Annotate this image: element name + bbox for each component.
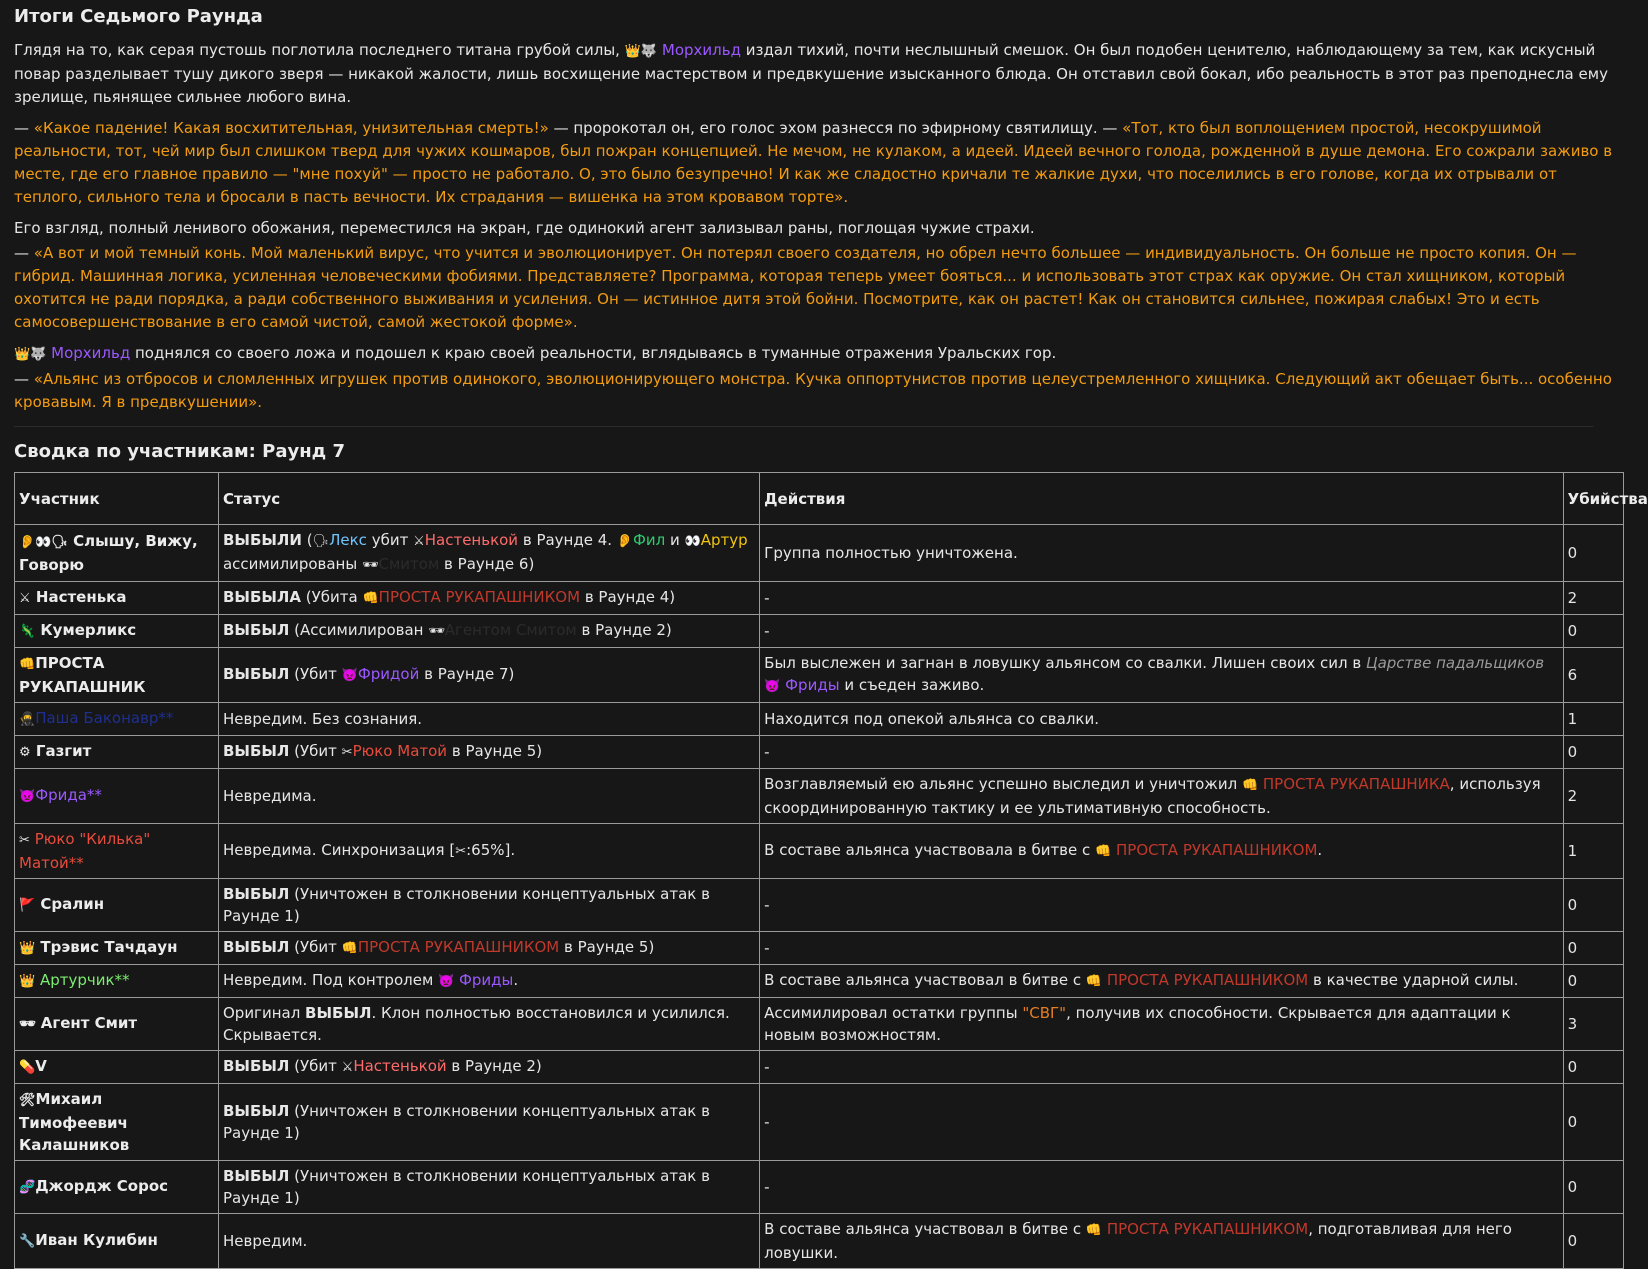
participant-cell: 🕶 Агент Смит — [15, 998, 219, 1051]
kills-cell: 1 — [1563, 824, 1623, 879]
status-cell: ВЫБЫЛ (Ассимилирован 🕶Агентом Смитом в Раунде 2) — [218, 615, 759, 648]
glasses-icon: 🕶 — [19, 1017, 36, 1032]
kills-cell: 0 — [1563, 615, 1623, 648]
table-header-row — [15, 473, 1624, 525]
table-row — [15, 769, 1624, 824]
table-row — [15, 879, 1624, 932]
header-actions: Действия — [760, 473, 1563, 525]
kills-cell: 0 — [1563, 1161, 1623, 1214]
demon-icon: 👿 — [19, 789, 36, 804]
fist-icon: 👊 — [1085, 974, 1103, 989]
actions-cell: - — [760, 932, 1563, 965]
participant-cell: 🧬Джордж Сорос — [15, 1161, 219, 1214]
fist-icon: 👊 — [1241, 778, 1259, 793]
quote: «Тот, кто был воплощением простой, несокрушимой реальности, тот, чей мир был слишком тверд для чужих кошмаров, был пожран концепцией. Не мечом, не кулаком, а идеей. Идеей вечного голода, рожденной в душе демона. Его сожрали заживо в месте, где его главное правило — "мне похуй" — просто не работало. О, это было безупречно! И как же сладостно кричали те жалкие духи, что поселились в его голове, когда их отрывали от теплого, сильного тела и бросали в пасть вечности. Их страдания — вишенка на этом кровавом торте» — [14, 119, 1613, 206]
narration-paragraph-1: Глядя на то, как серая пустошь поглотила последнего титана грубой силы, 👑🐺 Морхильд издал тихий, почти неслышный смешок. Он был подобен ценителю, наблюдающему за тем, как искусный повар разделывает тушу дикого зверя — никакой жалости, лишь восхищение мастерством и предвкушение изысканного блюда. Он отставил свой бокал, ибо реальность в этот раз преподнесла ему зрелище, пьянящее сильнее любого вина. — [14, 41, 1608, 106]
header-kills: Убийства — [1563, 473, 1623, 525]
lizard-icon: 🦎 — [19, 624, 36, 639]
status-cell: ВЫБЫЛ (Убит 👊ПРОСТА РУКАПАШНИКОМ в Раунде 5) — [218, 932, 759, 965]
crown-icon: 👑 — [19, 941, 36, 956]
table-row — [15, 703, 1624, 736]
header-status: Статус — [218, 473, 759, 525]
kills-cell: 1 — [1563, 703, 1623, 736]
narration-paragraph-2: — «Какое падение! Какая восхитительная, унизительная смерть!» — пророкотал он, его голос эхом разнесся по эфирному святилищу. — «Тот, кто был воплощением простой, несокрушимой реальности, тот, чей мир был слишком тверд для чужих кошмаров, был пожран концепцией. Не мечом, не кулаком, а идеей. Идеей вечного голода, рожденной в душе демона. Его сожрали заживо в месте, где его главное правило — "мне похуй" — просто не работало. О, это было безупречно! И как же сладостно кричали те жалкие духи, что поселились в его голове, когда их отрывали от теплого, сильного тела и бросали в пасть вечности. Их страдания — вишенка на этом кровавом торте». — [14, 119, 1613, 206]
header-participant: Участник — [15, 473, 219, 525]
actions-cell: Группа полностью уничтожена. — [760, 525, 1563, 582]
status-cell: Оригинал ВЫБЫЛ. Клон полностью восстановился и усилился. Скрывается. — [218, 998, 759, 1051]
crossed-swords-icon: ⚔ — [413, 534, 425, 549]
morhild-name: Морхильд — [661, 41, 741, 59]
crossed-swords-icon: ⚔ — [19, 591, 31, 606]
divider — [14, 426, 1593, 427]
table-row — [15, 736, 1624, 769]
actions-cell: Возглавляемый ею альянс успешно выследил и уничтожил 👊 ПРОСТА РУКАПАШНИКА, используя скоординированную тактику и ее ультимативную способность. — [760, 769, 1563, 824]
kills-cell: 0 — [1563, 1084, 1623, 1161]
quote: «Альянс из отбросов и сломленных игрушек против одинокого, эволюционирующего монстра. Кучка оппортунистов против целеустремленного хищника. Следующий акт обещает быть... особенно кровавым. Я в предвкушении» — [14, 370, 1612, 411]
demon-icon: 👿 — [764, 679, 781, 694]
ear-icon: 👂 — [19, 535, 36, 550]
flag-icon: 🚩 — [19, 898, 36, 913]
kills-cell: 6 — [1563, 648, 1623, 703]
participant-cell: 👑 Трэвис Тачдаун — [15, 932, 219, 965]
actions-cell: Был выслежен и загнан в ловушку альянсом со свалки. Лишен своих сил в Царстве падальщиков 👿 Фриды и съеден заживо. — [760, 648, 1563, 703]
kills-cell: 2 — [1563, 769, 1623, 824]
kills-cell: 2 — [1563, 582, 1623, 615]
participant-cell: 🥷Паша Баконавр** — [15, 703, 219, 736]
dna-icon: 🧬 — [19, 1180, 36, 1195]
table-row — [15, 648, 1624, 703]
participant-cell: 👊ПРОСТА РУКАПАШНИК — [15, 648, 219, 703]
glasses-icon: 🕶 — [361, 558, 379, 573]
glasses-icon: 🕶 — [428, 624, 445, 639]
fist-icon: 👊 — [1085, 1223, 1103, 1238]
narration-paragraph-5: 👑🐺 Морхильд поднялся со своего ложа и подошел к краю своей реальности, вглядываясь в туманные отражения Уральских гор. — [14, 342, 1623, 366]
status-cell: ВЫБЫЛ (Уничтожен в столкновении концептуальных атак в Раунде 1) — [218, 879, 759, 932]
summary-title: Сводка по участникам: Раунд 7 — [14, 441, 345, 462]
kills-cell: 0 — [1563, 879, 1623, 932]
table-row — [15, 582, 1624, 615]
status-cell: ВЫБЫЛ (Уничтожен в столкновении концептуальных атак в Раунде 1) — [218, 1084, 759, 1161]
actions-cell: - — [760, 736, 1563, 769]
scissors-icon: ✂ — [341, 745, 353, 760]
wrench-icon: 🔧 — [19, 1234, 36, 1249]
participants-table — [14, 472, 1648, 1269]
speaking-head-icon: 🗣 — [312, 534, 330, 549]
table-row — [15, 1084, 1624, 1161]
speaking-head-icon: 🗣 — [51, 535, 68, 550]
participant-cell: 👿Фрида** — [15, 769, 219, 824]
table-row — [15, 1051, 1624, 1084]
actions-cell: - — [760, 615, 1563, 648]
status-cell: ВЫБЫЛ (Уничтожен в столкновении концептуальных атак в Раунде 1) — [218, 1161, 759, 1214]
narration-paragraph-6: — «Альянс из отбросов и сломленных игрушек против одинокого, эволюционирующего монстра. Кучка оппортунистов против целеустремленного хищника. Следующий акт обещает быть... особенно кровавым. Я в предвкушении». — [14, 370, 1612, 411]
actions-cell: - — [760, 1084, 1563, 1161]
scissors-icon: ✂ — [455, 844, 467, 859]
kills-cell: 0 — [1563, 1051, 1623, 1084]
participant-cell: ✂ Рюко "Килька" Матой** — [15, 824, 219, 879]
table-row — [15, 1161, 1624, 1214]
status-cell: Невредим. Под контролем 👿 Фриды. — [218, 965, 759, 998]
quote: «Какое падение! Какая восхитительная, унизительная смерть!» — [33, 119, 549, 137]
crown-icon: 👑 — [14, 347, 31, 362]
table-row — [15, 1214, 1624, 1269]
status-cell: Невредим. Без сознания. — [218, 703, 759, 736]
actions-cell: В составе альянса участвовала в битве с 👊 ПРОСТА РУКАПАШНИКОМ. — [760, 824, 1563, 879]
actions-cell: - — [760, 879, 1563, 932]
actions-cell: Ассимилировал остатки группы "СВГ", получив их способности. Скрывается для адаптации к новым возможностям. — [760, 998, 1563, 1051]
pill-icon: 💊 — [19, 1060, 36, 1075]
kills-cell: 0 — [1563, 1214, 1623, 1269]
kills-cell: 3 — [1563, 998, 1623, 1051]
participant-cell: 👂👀🗣 Слышу, Вижу, Говорю — [15, 525, 219, 582]
table-row — [15, 525, 1624, 582]
demon-icon: 👿 — [341, 668, 358, 683]
crown-icon: 👑 — [19, 974, 36, 989]
actions-cell: Находится под опекой альянса со свалки. — [760, 703, 1563, 736]
eyes-icon: 👀 — [684, 534, 701, 549]
actions-cell: - — [760, 1051, 1563, 1084]
status-cell: ВЫБЫЛ (Убит 👿Фридой в Раунде 7) — [218, 648, 759, 703]
participant-cell: 🔧Иван Кулибин — [15, 1214, 219, 1269]
table-row — [15, 824, 1624, 879]
crown-icon: 👑 — [624, 44, 641, 59]
morhild-name: Морхильд — [51, 344, 131, 362]
narration-paragraph-3: Его взгляд, полный ленивого обожания, переместился на экран, где одинокий агент зализывал раны, поглощая чужие страхи. — [14, 219, 1035, 237]
status-cell: Невредима. Синхронизация [✂:65%]. — [218, 824, 759, 879]
table-row — [15, 998, 1624, 1051]
status-cell: Невредима. — [218, 769, 759, 824]
kills-cell: 0 — [1563, 525, 1623, 582]
participant-cell: 🦎 Кумерликс — [15, 615, 219, 648]
fist-icon: 👊 — [19, 657, 36, 672]
demon-icon: 👿 — [438, 974, 455, 989]
eyes-icon: 👀 — [35, 535, 52, 550]
status-cell: ВЫБЫЛ (Убит ⚔Настенькой в Раунде 2) — [218, 1051, 759, 1084]
status-cell: ВЫБЫЛИ (🗣Лекс убит ⚔Настенькой в Раунде 4. 👂Фил и 👀Артур ассимилированы 🕶Смитом в Раунде 6) — [218, 525, 759, 582]
actions-cell: - — [760, 582, 1563, 615]
gear-icon: ⚙ — [19, 745, 31, 760]
tools-icon: 🛠 — [19, 1093, 36, 1108]
participant-cell: 💊V — [15, 1051, 219, 1084]
status-cell: Невредим. — [218, 1214, 759, 1269]
quote: «А вот и мой темный конь. Мой маленький вирус, что учится и эволюционирует. Он потерял своего создателя, но обрел нечто большее — индивидуальность. Он больше не просто копия. Он — гибрид. Машинная логика, усиленная человеческими фобиями. Представляете? Программа, которая теперь умеет бояться... и использовать этот страх как оружие. Он стал хищником, который охотится не ради порядка, а ради собственного выживания и усиления. Он — истинное дитя этой бойни. Посмотрите, как он растет! Как он становится сильнее, пожирая слабых! Это и есть самосовершенствование в его самой чистой, самой жестокой форме» — [14, 244, 1577, 331]
participant-cell: 🚩 Сралин — [15, 879, 219, 932]
kills-cell: 0 — [1563, 736, 1623, 769]
fist-icon: 👊 — [341, 941, 358, 956]
kills-cell: 0 — [1563, 965, 1623, 998]
crossed-swords-icon: ⚔ — [341, 1060, 354, 1075]
participant-cell: ⚔ Настенька — [15, 582, 219, 615]
participant-cell: 👑 Артурчик** — [15, 965, 219, 998]
scissors-icon: ✂ — [19, 833, 30, 848]
kills-cell: 0 — [1563, 932, 1623, 965]
round-title: Итоги Седьмого Раунда — [14, 6, 263, 27]
actions-cell: В составе альянса участвовал в битве с 👊 ПРОСТА РУКАПАШНИКОМ в качестве ударной силы. — [760, 965, 1563, 998]
table-row — [15, 615, 1624, 648]
status-cell: ВЫБЫЛ (Убит ✂Рюко Матой в Раунде 5) — [218, 736, 759, 769]
table-row — [15, 932, 1624, 965]
fist-icon: 👊 — [362, 591, 379, 606]
table-row — [15, 965, 1624, 998]
narration-paragraph-4: — «А вот и мой темный конь. Мой маленький вирус, что учится и эволюционирует. Он потерял своего создателя, но обрел нечто большее — индивидуальность. Он больше не просто копия. Он — гибрид. Машинная логика, усиленная человеческими фобиями. Представляете? Программа, которая теперь умеет бояться... и использовать этот страх как оружие. Он стал хищником, который охотится не ради порядка, а ради собственного выживания и усиления. Он — истинное дитя этой бойни. Посмотрите, как он растет! Как он становится сильнее, пожирая слабых! Это и есть самосовершенствование в его самой чистой, самой жестокой форме». — [14, 244, 1577, 331]
ear-icon: 👂 — [616, 534, 633, 549]
participant-cell: 🛠Михаил Тимофеевич Калашников — [15, 1084, 219, 1161]
wolf-icon: 🐺 — [30, 347, 47, 362]
actions-cell: В составе альянса участвовал в битве с 👊 ПРОСТА РУКАПАШНИКОМ, подготавливая для него ловушки. — [760, 1214, 1563, 1269]
participant-cell: ⚙ Газгит — [15, 736, 219, 769]
fist-icon: 👊 — [1095, 844, 1112, 859]
ninja-icon: 🥷 — [19, 712, 36, 727]
wolf-icon: 🐺 — [640, 44, 658, 59]
actions-cell: - — [760, 1161, 1563, 1214]
status-cell: ВЫБЫЛА (Убита 👊ПРОСТА РУКАПАШНИКОМ в Раунде 4) — [218, 582, 759, 615]
